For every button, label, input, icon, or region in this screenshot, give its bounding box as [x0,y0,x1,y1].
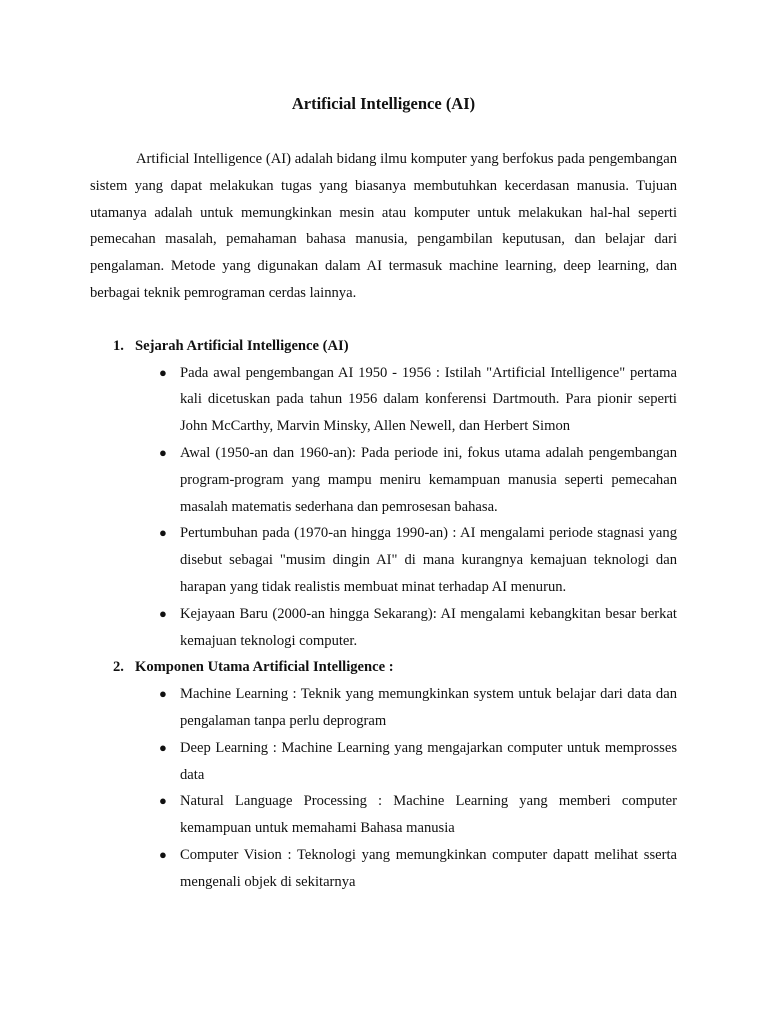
list-item-text: Deep Learning : Machine Learning yang mengajarkan computer untuk memprosses data [180,739,677,783]
document-title: Artificial Intelligence (AI) [291,94,476,113]
bullet-icon: ● [159,605,167,621]
list-item-text: Pertumbuhan pada (1970-an hingga 1990-an) : AI mengalami periode stagnasi yang disebut sebagai "musim dingin AI" di mana kurangnya kemajuan teknologi dan harapan yang tidak realistis membuat minat terhadap AI menurun. [180,525,677,595]
list-item-text: Computer Vision : Teknologi yang memungkinkan computer dapatt melihat sserta mengenali objek di sekitarnya [180,846,677,890]
list-item-text: Awal (1950-an dan 1960-an): Pada periode ini, fokus utama adalah pengembangan program-program yang mampu meniru kemampuan manusia seperti pemecahan masalah matematis sederhana dan pemrosesan bahasa. [180,444,677,515]
section-heading: Sejarah Artificial Intelligence (AI) [135,337,349,354]
section-heading: Komponen Utama Artificial Intelligence : [135,659,394,676]
section-components [90,654,677,895]
list-item-text: Natural Language Processing : Machine Learning yang memberi computer kemampuan untuk memahami Bahasa manusia [180,793,677,837]
section-number: 2. [113,659,124,676]
bullet-icon: ● [159,444,167,460]
list-item [135,842,677,896]
list-item [135,440,677,520]
bullet-icon: ● [159,739,167,755]
bullet-icon: ● [159,846,167,862]
list-item-text: Pada awal pengembangan AI 1950 - 1956 : Istilah "Artificial Intelligence" pertama kali dicetuskan pada tahun 1956 dalam konferensi Dartmouth. Para pionir seperti John McCarthy, Marvin Minsky, Allen Newell, dan Herbert Simon [180,364,677,435]
document-page [90,90,677,896]
list-item [135,601,677,655]
list-item [135,681,677,735]
list-item [135,735,677,789]
bullet-list [135,681,677,895]
list-item [135,360,677,440]
list-item-text: Kejayaan Baru (2000-an hingga Sekarang): AI mengalami kebangkitan besar berkat kemajuan teknologi computer. [180,605,677,649]
bullet-icon: ● [159,525,167,541]
bullet-icon: ● [159,364,167,380]
bullet-icon: ● [159,793,167,809]
section-number: 1. [113,337,124,354]
bullet-icon: ● [159,686,167,702]
list-item-text: Machine Learning : Teknik yang memungkinkan system untuk belajar dari data dan pengalaman tanpa perlu deprogram [180,686,677,729]
section-list [90,333,677,896]
list-item [135,520,677,600]
list-item [135,788,677,842]
intro-paragraph: Artificial Intelligence (AI) adalah bidang ilmu komputer yang berfokus pada pengembangan sistem yang dapat melakukan tugas yang biasanya membutuhkan kecerdasan manusia. Tujuan utamanya adalah untuk memungkinkan mesin atau komputer untuk melakukan hal-hal seperti pemecahan masalah, pemahaman bahasa manusia, pengambilan keputusan, dan belajar dari pengalaman. Metode yang digunakan dalam AI termasuk machine learning, deep learning, dan berbagai teknik pemrograman cerdas lainnya. [90,151,677,301]
section-history [90,333,677,655]
bullet-list [135,360,677,655]
